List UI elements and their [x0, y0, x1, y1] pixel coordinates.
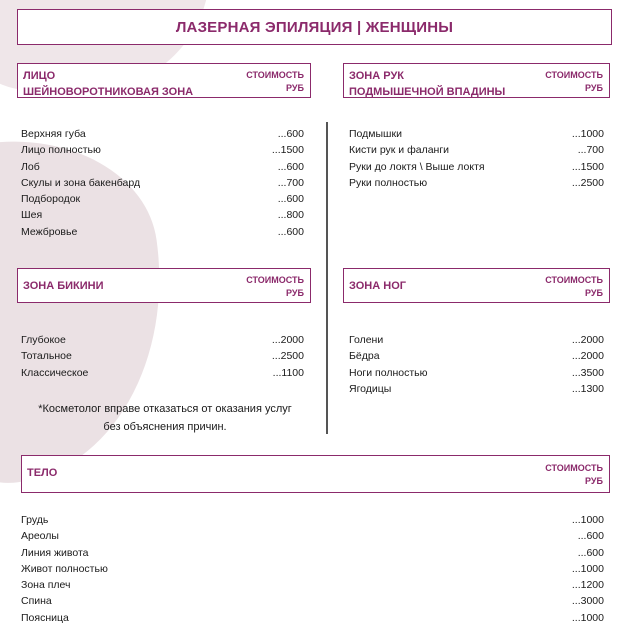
section-name-line2: ПОДМЫШЕЧНОЙ ВПАДИНЫ: [349, 86, 506, 98]
note-line1: *Косметолог вправе отказаться от оказания услуг: [38, 403, 292, 415]
item-price: ...1000: [571, 514, 604, 526]
note-line2: без объяснения причин.: [103, 421, 227, 433]
section-header-arms: [343, 63, 610, 98]
list-item: [21, 332, 304, 348]
item-price: ...700: [277, 176, 304, 189]
cost-label: СТОИМОСТЬ: [246, 275, 304, 285]
disclaimer-note: [20, 400, 310, 436]
item-price: ...1200: [571, 579, 604, 592]
currency-label: РУБ: [585, 83, 603, 93]
item-price: ...3500: [571, 366, 604, 379]
list-item: [349, 365, 604, 381]
section-header-bikini: [17, 268, 311, 303]
item-label: Межбровье: [21, 225, 78, 238]
list-item: [349, 159, 604, 175]
section-name: ЗОНА НОГ: [349, 280, 406, 292]
item-price: ...1000: [571, 128, 604, 140]
list-item: [21, 126, 304, 142]
item-label: Подбородок: [21, 193, 81, 206]
item-label: Зона плеч: [21, 579, 71, 592]
list-item: [21, 577, 604, 593]
item-price: ...2500: [571, 176, 604, 189]
list-item: [349, 126, 604, 142]
price-list-legs: [349, 332, 604, 397]
item-price: ...1000: [571, 562, 604, 575]
item-label: Живот полностью: [21, 562, 108, 575]
item-price: ...1500: [571, 160, 604, 173]
list-item: [349, 332, 604, 348]
item-label: Ноги полностью: [349, 366, 428, 379]
list-item: [21, 142, 304, 158]
page-title: ЛАЗЕРНАЯ ЭПИЛЯЦИЯ | ЖЕНЩИНЫ: [17, 9, 612, 45]
item-label: Скулы и зона бакенбард: [21, 176, 141, 189]
price-list-body: [21, 512, 604, 626]
list-item: [21, 593, 604, 609]
item-label: Верхняя губа: [21, 128, 86, 140]
currency-label: РУБ: [585, 476, 603, 486]
item-label: Руки полностью: [349, 176, 428, 189]
price-list-bikini: [21, 332, 304, 381]
item-label: Глубокое: [21, 334, 66, 346]
item-price: ...1500: [271, 144, 304, 157]
item-price: ...2000: [571, 334, 604, 346]
item-label: Поясница: [21, 611, 69, 624]
cost-header: [545, 69, 603, 95]
item-label: Тотальное: [21, 350, 72, 363]
list-item: [21, 348, 304, 364]
item-label: Лицо полностью: [21, 144, 101, 157]
list-item: [21, 512, 604, 528]
currency-label: РУБ: [286, 288, 304, 298]
list-item: [21, 175, 304, 191]
item-price: ...2000: [571, 350, 604, 363]
item-price: ...600: [577, 530, 604, 543]
item-price: ...600: [277, 128, 304, 140]
item-price: ...700: [577, 144, 604, 157]
item-label: Голени: [349, 334, 384, 346]
currency-label: РУБ: [585, 288, 603, 298]
item-label: Бёдра: [349, 350, 380, 363]
item-price: ...600: [277, 160, 304, 173]
price-list-face: [21, 126, 304, 240]
item-price: ...3000: [571, 595, 604, 608]
section-header-body: [21, 455, 610, 493]
item-label: Линия живота: [21, 546, 89, 559]
section-name-line1: ЗОНА РУК: [349, 70, 404, 82]
section-name: [349, 68, 505, 100]
section-name-line2: ШЕЙНОВОРОТНИКОВАЯ ЗОНА: [23, 86, 194, 98]
item-price: ...1000: [571, 611, 604, 624]
section-name: ЗОНА БИКИНИ: [23, 280, 104, 292]
item-label: Шея: [21, 209, 43, 222]
item-label: Ягодицы: [349, 382, 392, 395]
cost-label: СТОИМОСТЬ: [246, 70, 304, 80]
cost-header: [246, 69, 304, 95]
list-item: [21, 545, 604, 561]
list-item: [349, 175, 604, 191]
item-label: Грудь: [21, 514, 49, 526]
cost-header: [246, 274, 304, 300]
section-header-legs: [343, 268, 610, 303]
cost-label: СТОИМОСТЬ: [545, 275, 603, 285]
section-name-line1: ЛИЦО: [23, 70, 56, 82]
cost-label: СТОИМОСТЬ: [545, 463, 603, 473]
item-price: ...1300: [571, 382, 604, 395]
item-label: Руки до локтя \ Выше локтя: [349, 160, 485, 173]
list-item: [21, 207, 304, 223]
price-list-arms: [349, 126, 604, 191]
list-item: [21, 159, 304, 175]
list-item: [349, 142, 604, 158]
section-name: [23, 68, 193, 100]
list-item: [21, 224, 304, 240]
list-item: [21, 561, 604, 577]
item-price: ...800: [277, 209, 304, 222]
section-header-face: [17, 63, 311, 98]
item-label: Классическое: [21, 366, 89, 379]
list-item: [21, 610, 604, 626]
list-item: [21, 528, 604, 544]
item-label: Ареолы: [21, 530, 59, 543]
cost-label: СТОИМОСТЬ: [545, 70, 603, 80]
list-item: [349, 381, 604, 397]
item-price: ...600: [577, 546, 604, 559]
currency-label: РУБ: [286, 83, 304, 93]
list-item: [21, 365, 304, 381]
list-item: [21, 191, 304, 207]
item-price: ...2000: [271, 334, 304, 346]
item-label: Спина: [21, 595, 52, 608]
item-price: ...600: [277, 193, 304, 206]
item-label: Лоб: [21, 160, 40, 173]
cost-header: [545, 462, 603, 488]
section-name: ТЕЛО: [27, 467, 58, 479]
item-label: Подмышки: [349, 128, 402, 140]
item-price: ...1100: [272, 366, 304, 379]
column-divider: [326, 122, 328, 434]
item-label: Кисти рук и фаланги: [349, 144, 450, 157]
cost-header: [545, 274, 603, 300]
item-price: ...2500: [271, 350, 304, 363]
list-item: [349, 348, 604, 364]
item-price: ...600: [277, 225, 304, 238]
